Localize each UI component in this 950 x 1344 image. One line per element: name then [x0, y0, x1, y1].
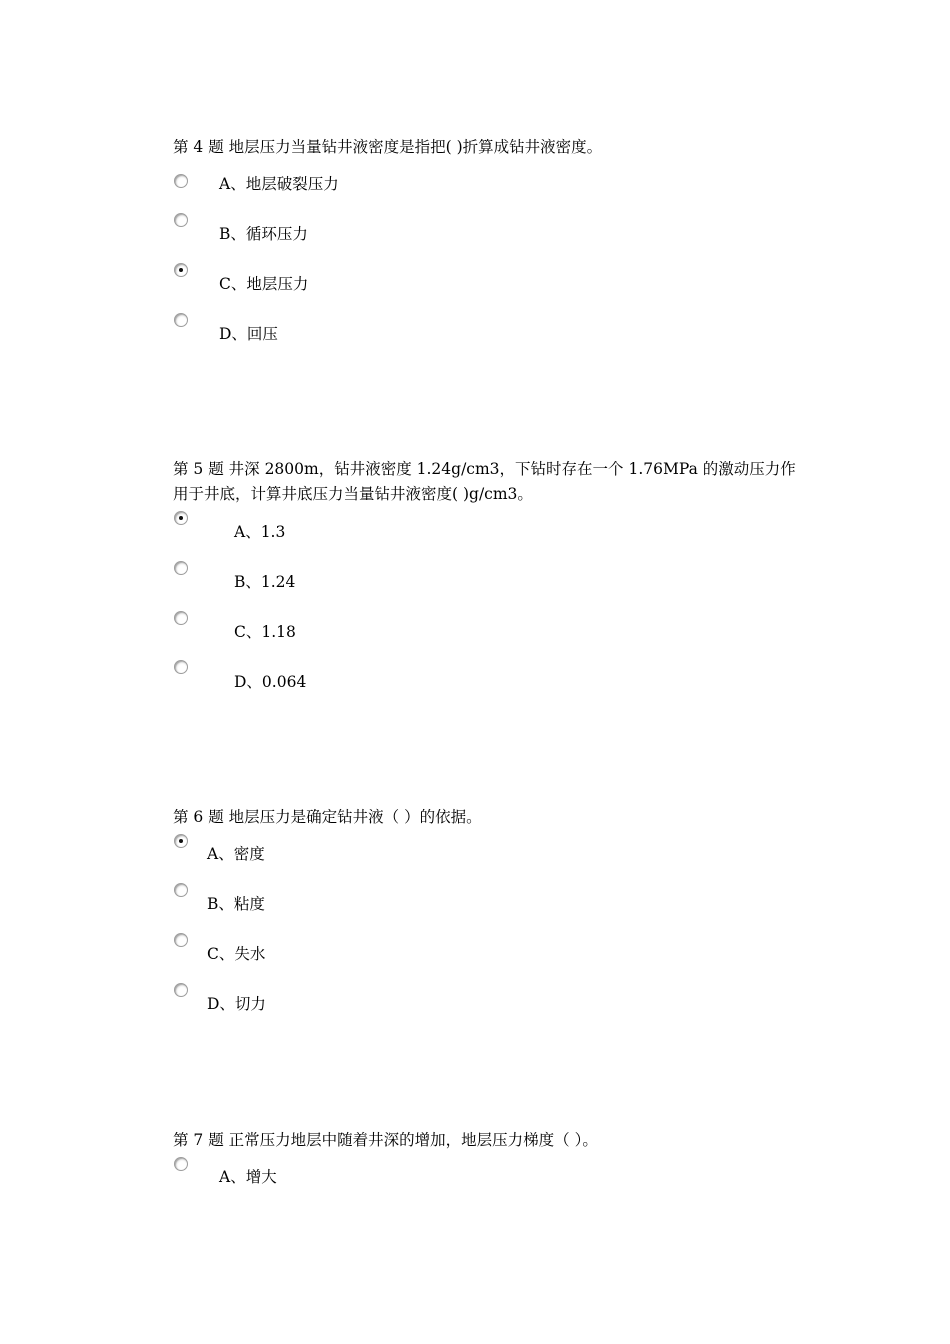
radio-q6-c[interactable] — [174, 933, 188, 947]
radio-q7-a[interactable] — [174, 1157, 188, 1171]
option-label-q5-a: A、1.3 — [234, 523, 286, 541]
option-label-q6-d: D、切力 — [207, 995, 266, 1013]
option-label-q7-a: A、增大 — [219, 1168, 277, 1186]
option-label-q6-b: B、粘度 — [207, 895, 265, 913]
option-label-q4-a: A、地层破裂压力 — [219, 175, 339, 193]
radio-q5-d[interactable] — [174, 660, 188, 674]
radio-q4-a[interactable] — [174, 174, 188, 188]
radio-q5-c[interactable] — [174, 611, 188, 625]
question-5-title-line-2: 用于井底，计算井底压力当量钻井液密度( )g/cm3。 — [173, 485, 533, 503]
option-label-q4-c: C、地层压力 — [219, 275, 309, 293]
question-4-title: 第 4 题 地层压力当量钻井液密度是指把( )折算成钻井液密度。 — [173, 138, 603, 156]
radio-q4-c[interactable] — [174, 263, 188, 277]
option-label-q6-c: C、失水 — [207, 945, 266, 963]
radio-q6-a[interactable] — [174, 834, 188, 848]
radio-selected-dot — [179, 268, 183, 272]
question-6-title: 第 6 题 地层压力是确定钻井液（ ）的依据。 — [173, 808, 482, 826]
radio-selected-dot — [179, 516, 183, 520]
radio-q6-d[interactable] — [174, 983, 188, 997]
radio-selected-dot — [179, 839, 183, 843]
option-label-q5-b: B、1.24 — [234, 573, 296, 591]
radio-q5-a[interactable] — [174, 511, 188, 525]
option-label-q4-d: D、回压 — [219, 325, 278, 343]
radio-q4-d[interactable] — [174, 313, 188, 327]
question-5-title-line-1: 第 5 题 井深 2800m，钻井液密度 1.24g/cm3，下钻时存在一个 1.76MPa 的激动压力作 — [173, 460, 796, 478]
radio-q4-b[interactable] — [174, 213, 188, 227]
question-7-title: 第 7 题 正常压力地层中随着井深的增加，地层压力梯度（ ）。 — [173, 1131, 598, 1149]
option-label-q6-a: A、密度 — [207, 845, 265, 863]
option-label-q5-c: C、1.18 — [234, 623, 296, 641]
option-label-q4-b: B、循环压力 — [219, 225, 308, 243]
radio-q5-b[interactable] — [174, 561, 188, 575]
option-label-q5-d: D、0.064 — [234, 673, 307, 691]
radio-q6-b[interactable] — [174, 883, 188, 897]
